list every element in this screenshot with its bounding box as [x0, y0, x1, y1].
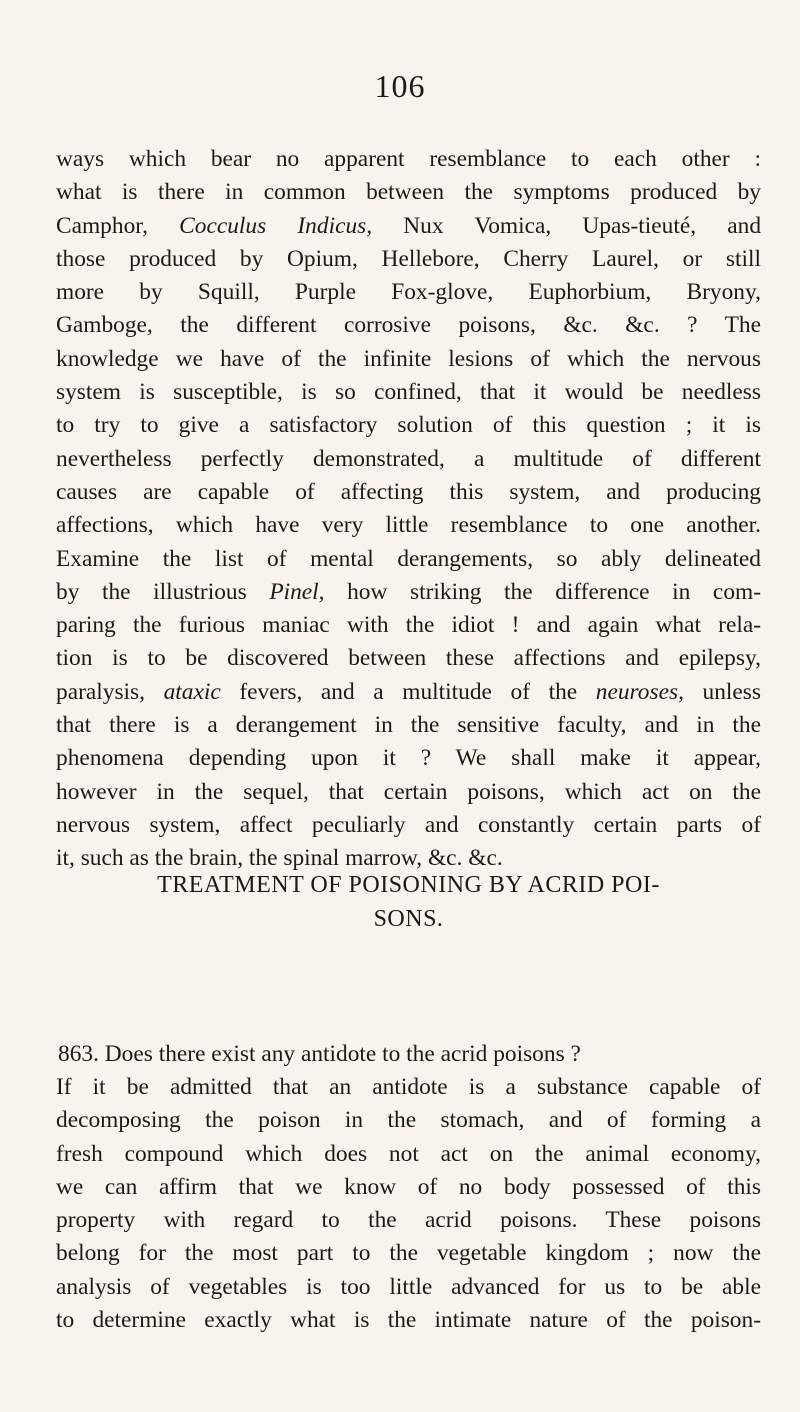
section-heading [56, 868, 761, 936]
text-line: Examine the list of mental derangements, so ably delineated [56, 545, 761, 572]
italic-term: ataxic [163, 678, 221, 705]
text-line: analysis of vegetables is too little advanced for us to be able [56, 1273, 761, 1300]
text-line [56, 576, 761, 609]
text-line [56, 676, 761, 709]
italic-term: neuroses, [595, 678, 684, 705]
text-line: causes are capable of affecting this system, and producing [56, 478, 761, 505]
text-segment: Nux Vomica, Upas-tieuté, and [372, 212, 762, 239]
text-segment: fevers, and a multitude of the [220, 678, 596, 705]
text-line: what is there in common between the symptoms produced by [56, 179, 761, 206]
text-line: that there is a derangement in the sensitive faculty, and in the [56, 712, 761, 739]
text-line: phenomena depending upon it ? We shall make it appear, [56, 745, 761, 772]
text-line: fresh compound which does not act on the animal economy, [56, 1140, 761, 1167]
text-line: affections, which have very little resemblance to one another. [56, 512, 761, 539]
text-line: to determine exactly what is the intimate nature of the poison- [56, 1307, 761, 1334]
italic-term: Pinel, [269, 578, 325, 605]
question-line: 863. Does there exist any antidote to the acrid poisons ? [58, 1041, 581, 1067]
text-segment: paralysis, [56, 678, 164, 705]
heading-line: SONS. [373, 906, 444, 932]
text-line: knowledge we have of the infinite lesions of which the nervous [56, 345, 761, 372]
text-segment: unless [683, 678, 761, 705]
heading-line: TREATMENT OF POISONING BY ACRID POI- [157, 872, 660, 898]
text-line: Gamboge, the different corrosive poisons, &c. &c. ? The [56, 312, 761, 339]
text-line: those produced by Opium, Hellebore, Cherry Laurel, or still [56, 245, 761, 272]
text-line: however in the sequel, that certain poisons, which act on the [56, 778, 761, 805]
text-line: we can affirm that we know of no body possessed of this [56, 1173, 761, 1200]
italic-term: Cocculus Indicus, [179, 212, 373, 239]
text-line: property with regard to the acrid poisons. These poisons [56, 1207, 761, 1234]
text-segment: how striking the difference in com- [324, 578, 761, 605]
text-line: belong for the most part to the vegetable kingdom ; now the [56, 1240, 761, 1267]
text-segment: by the illustrious [56, 578, 270, 605]
text-line: it, such as the brain, the spinal marrow, &c. &c. [56, 845, 503, 872]
question-paragraph [56, 1038, 761, 1071]
text-segment: Camphor, [56, 212, 180, 239]
text-line: If it be admitted that an antidote is a substance capable of [56, 1074, 761, 1100]
text-line: ways which bear no apparent resemblance to each other : [56, 146, 761, 172]
text-line: system is susceptible, is so confined, that it would be needless [56, 379, 761, 406]
text-line [56, 210, 761, 243]
text-line: nevertheless perfectly demonstrated, a multitude of different [56, 445, 761, 472]
text-line: paring the furious maniac with the idiot ! and again what rela- [56, 612, 761, 639]
text-line: to try to give a satisfactory solution of this question ; it is [56, 412, 761, 439]
page-number: 106 [374, 68, 426, 104]
paragraph-1 [56, 143, 761, 876]
text-line: decomposing the poison in the stomach, and of forming a [56, 1107, 761, 1134]
text-line: tion is to be discovered between these affections and epilepsy, [56, 645, 761, 672]
text-line: more by Squill, Purple Fox-glove, Euphorbium, Bryony, [56, 279, 761, 306]
text-line: nervous system, affect peculiarly and constantly certain parts of [56, 811, 761, 838]
paragraph-3 [56, 1071, 761, 1337]
